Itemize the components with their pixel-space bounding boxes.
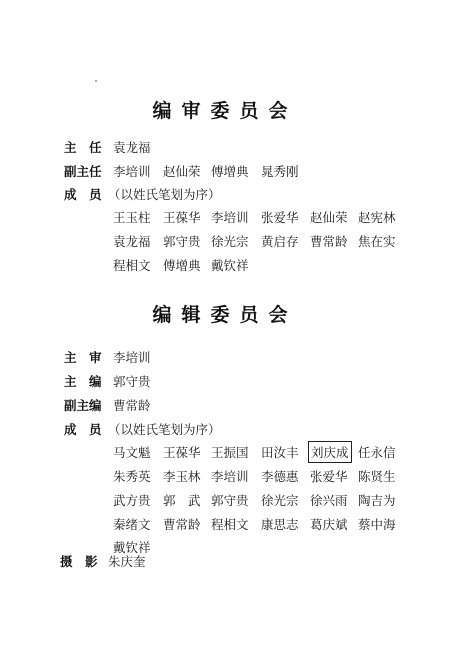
member-name-boxed: 刘庆成 <box>311 445 349 460</box>
member-name: 傅增典 <box>163 258 201 273</box>
member-name: 赵宪林 <box>358 210 396 225</box>
committee1-chair-row <box>0 138 450 158</box>
member-name: 蔡中海 <box>358 517 396 532</box>
member-name: 郭守贵 <box>163 234 201 249</box>
member-name: 曹常龄 <box>310 234 348 249</box>
member-name: 田汝丰 <box>261 445 299 460</box>
member-name: 葛庆斌 <box>310 517 348 532</box>
member-name: 王葆华 <box>163 210 201 225</box>
committee2-review-row <box>0 348 450 368</box>
chair-label: 主 任 <box>64 140 102 155</box>
member-name: 程相文 <box>211 517 249 532</box>
member-name: 徐兴雨 <box>310 493 348 508</box>
member-name: 王玉柱 <box>113 210 151 225</box>
members-order-note: （以姓氏笔划为序） <box>108 422 221 437</box>
member-name: 戴钦祥 <box>113 540 151 555</box>
member-name: 陶吉为 <box>358 493 396 508</box>
member-name: 焦在实 <box>358 234 396 249</box>
member-name: 武方贵 <box>113 493 151 508</box>
committee2-editor-row <box>0 372 450 392</box>
member-name: 赵仙荣 <box>310 210 348 225</box>
member-name: 徐光宗 <box>211 234 249 249</box>
member-name: 郭 武 <box>163 493 201 508</box>
member-name: 秦绪文 <box>113 517 151 532</box>
member-name: 袁龙福 <box>113 234 151 249</box>
member-name: 康思志 <box>261 517 299 532</box>
member-name: 陈贤生 <box>358 469 396 484</box>
member-name: 王振国 <box>211 445 249 460</box>
members-label: 成 员 <box>64 187 102 202</box>
committee2-title: 编辑委员会 <box>152 304 298 326</box>
scan-speck <box>95 80 97 82</box>
committee1-members-label-row <box>0 185 450 205</box>
member-name: 李培训 <box>211 210 249 225</box>
member-name: 黄启存 <box>261 234 299 249</box>
member-name: 任永信 <box>358 445 396 460</box>
member-name: 马文魁 <box>113 445 151 460</box>
vice-chair-name: 傅增典 <box>211 164 249 179</box>
vice-chair-label: 副主任 <box>64 164 102 179</box>
member-name: 李培训 <box>211 469 249 484</box>
committee1-vice-row <box>0 162 450 182</box>
member-name: 朱秀英 <box>113 469 151 484</box>
members-order-note: （以姓氏笔划为序） <box>108 187 221 202</box>
chief-reviewer-label: 主 审 <box>64 350 102 365</box>
member-name: 郭守贵 <box>211 493 249 508</box>
vice-chair-name: 晁秀刚 <box>261 164 299 179</box>
member-name: 张爱华 <box>310 469 348 484</box>
chief-editor-name: 郭守贵 <box>113 374 151 389</box>
member-name: 张爱华 <box>261 210 299 225</box>
committee2-vice-editor-row <box>0 396 450 416</box>
vice-chair-name: 李培训 <box>113 164 151 179</box>
members-label: 成 员 <box>64 422 102 437</box>
photographer-name: 朱庆奎 <box>108 554 146 569</box>
chief-reviewer-name: 李培训 <box>113 350 151 365</box>
chair-name: 袁龙福 <box>113 140 151 155</box>
member-name: 徐光宗 <box>261 493 299 508</box>
photography-label: 摄 影 <box>60 554 98 569</box>
chief-editor-label: 主 编 <box>64 374 102 389</box>
committee2-members-label-row <box>0 420 450 440</box>
member-name: 李玉林 <box>163 469 201 484</box>
member-name: 曹常龄 <box>163 517 201 532</box>
member-name: 王葆华 <box>163 445 201 460</box>
member-name: 程相文 <box>113 258 151 273</box>
vice-editor-label: 副主编 <box>64 398 102 413</box>
member-name: 戴钦祥 <box>211 258 249 273</box>
vice-chair-name: 赵仙荣 <box>163 164 201 179</box>
vice-editor-name: 曹常龄 <box>113 398 151 413</box>
committee2-photo-row <box>0 552 450 572</box>
committee1-title: 编审委员会 <box>152 100 298 122</box>
member-name: 李德惠 <box>261 469 299 484</box>
